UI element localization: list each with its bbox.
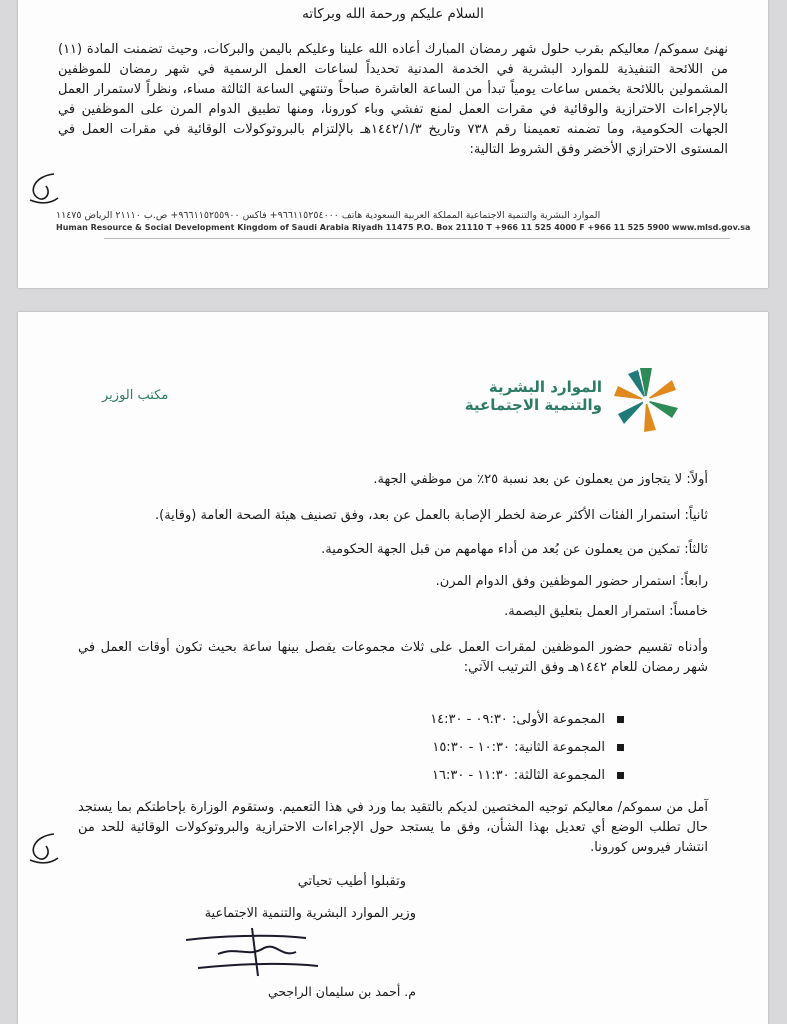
- letter-page-1: [18, 0, 768, 288]
- initials-signature-icon: [24, 168, 60, 208]
- regards-line: وتقبلوا أطيب تحياتي: [297, 874, 406, 889]
- initials-signature-icon: [24, 828, 60, 868]
- group-1-schedule: المجموعة الأولى: ٠٩:٣٠ - ١٤:٣٠: [430, 712, 624, 727]
- clause-4: رابعاً: استمرار حضور الموظفين وفق الدوام المرن.: [435, 574, 708, 589]
- clause-3: ثالثاً: تمكين من يعملون عن بُعد من أداء مهامهم من قبل الجهة الحكومية.: [321, 542, 708, 557]
- handwritten-signature-icon: [178, 918, 328, 982]
- footer-arabic-contact: الموارد البشرية والتنمية الاجتماعية المملكة العربية السعودية هاتف ٩٦٦١١٥٢٥٤٠٠٠+ فاكس ٩٦٦١١٥٢٥٥٩٠٠+ ص.ب ٢١١١٠ الرياض ١١٤٧٥: [56, 210, 601, 221]
- signer-title: وزير الموارد البشرية والتنمية الاجتماعية: [204, 906, 416, 921]
- greeting: السلام عليكم ورحمة الله وبركاته: [302, 6, 484, 22]
- closing-paragraph: آمل من سموكم/ معاليكم توجيه المختصين لديكم بالتقيد بما ورد في هذا التعميم. وستقوم الوزارة بإحاطتكم بما يستجد حال تطلب الوضع أي تعديل بهذا الشأن، وفق ما يستجد حول الإجراءات الاحترازية والبروتوكولات الوقائية للحد من انتشار فيروس كورونا.: [78, 800, 708, 855]
- group-3-schedule: المجموعة الثالثة: ١١:٣٠ - ١٦:٣٠: [432, 768, 624, 783]
- signer-name: م. أحمد بن سليمان الراجحي: [267, 984, 416, 999]
- bullet-icon: [617, 716, 624, 723]
- clause-2: ثانياً: استمرار الفئات الأكثر عرضة لخطر الإصابة بالعمل عن بعد، وفق تصنيف هيئة الصحة العامة (وقاية).: [155, 508, 708, 523]
- schedule-paragraph: وأدناه تقسيم حضور الموظفين لمقرات العمل على ثلاث مجموعات يفصل بينها ساعة بحيث تكون أوقات العمل في شهر رمضان للعام ١٤٤٢هـ وفق الترتيب الآتي:: [78, 640, 708, 675]
- bullet-icon: [617, 744, 624, 751]
- bullet-icon: [617, 772, 624, 779]
- minister-office-label: مكتب الوزير: [102, 388, 169, 403]
- ministry-name: الموارد البشرية والتنمية الاجتماعية: [464, 378, 602, 414]
- footer-english-contact: Human Resource & Social Development Kingdom of Saudi Arabia Riyadh 11475 P.O. Box 21110 T +966 11 525 4000 F +966 11 525 5900 www.mlsd.gov.sa: [56, 223, 751, 232]
- intro-paragraph: نهنئ سموكم/ معاليكم بقرب حلول شهر رمضان المبارك أعاده الله علينا وعليكم باليمن والبركات، وحيث تضمنت المادة (١١) من اللائحة التنفيذية للموارد البشرية في الخدمة المدنية تحديداً لساعات العمل الرسمية في شهر رمضان للموظفين المشمولين باللائحة بخمس ساعات يومياً تبدأ من الساعة العاشرة صباحاً وتنتهي الساعة الثالثة مساء، ونظراً لاستمرار العمل بالإجراءات الاحترازية والوقائية في مقرات العمل لمنع تفشي وباء كورونا، ومنها تطبيق الدوام المرن على الموظفين في الجهات الحكومية، وما تضمنه تعميمنا رقم ٧٣٨ وتاريخ ١٤٤٢/١/٣هـ بالإلتزام بالبروتوكولات الوقائية في مقرات العمل في المستوى الاحترازي الأخضر وفق الشروط التالية:: [58, 42, 728, 157]
- letter-page-2: [18, 312, 768, 1024]
- clause-5: خامساً: استمرار العمل بتعليق البصمة.: [504, 604, 708, 619]
- footer-divider: [104, 238, 730, 239]
- clause-1: أولاً: لا يتجاوز من يعملون عن بعد نسبة ٢٥٪ من موظفي الجهة.: [373, 472, 708, 487]
- group-2-schedule: المجموعة الثانية: ١٠:٣٠ - ١٥:٣٠: [432, 740, 624, 755]
- ministry-logo-icon: [604, 364, 688, 434]
